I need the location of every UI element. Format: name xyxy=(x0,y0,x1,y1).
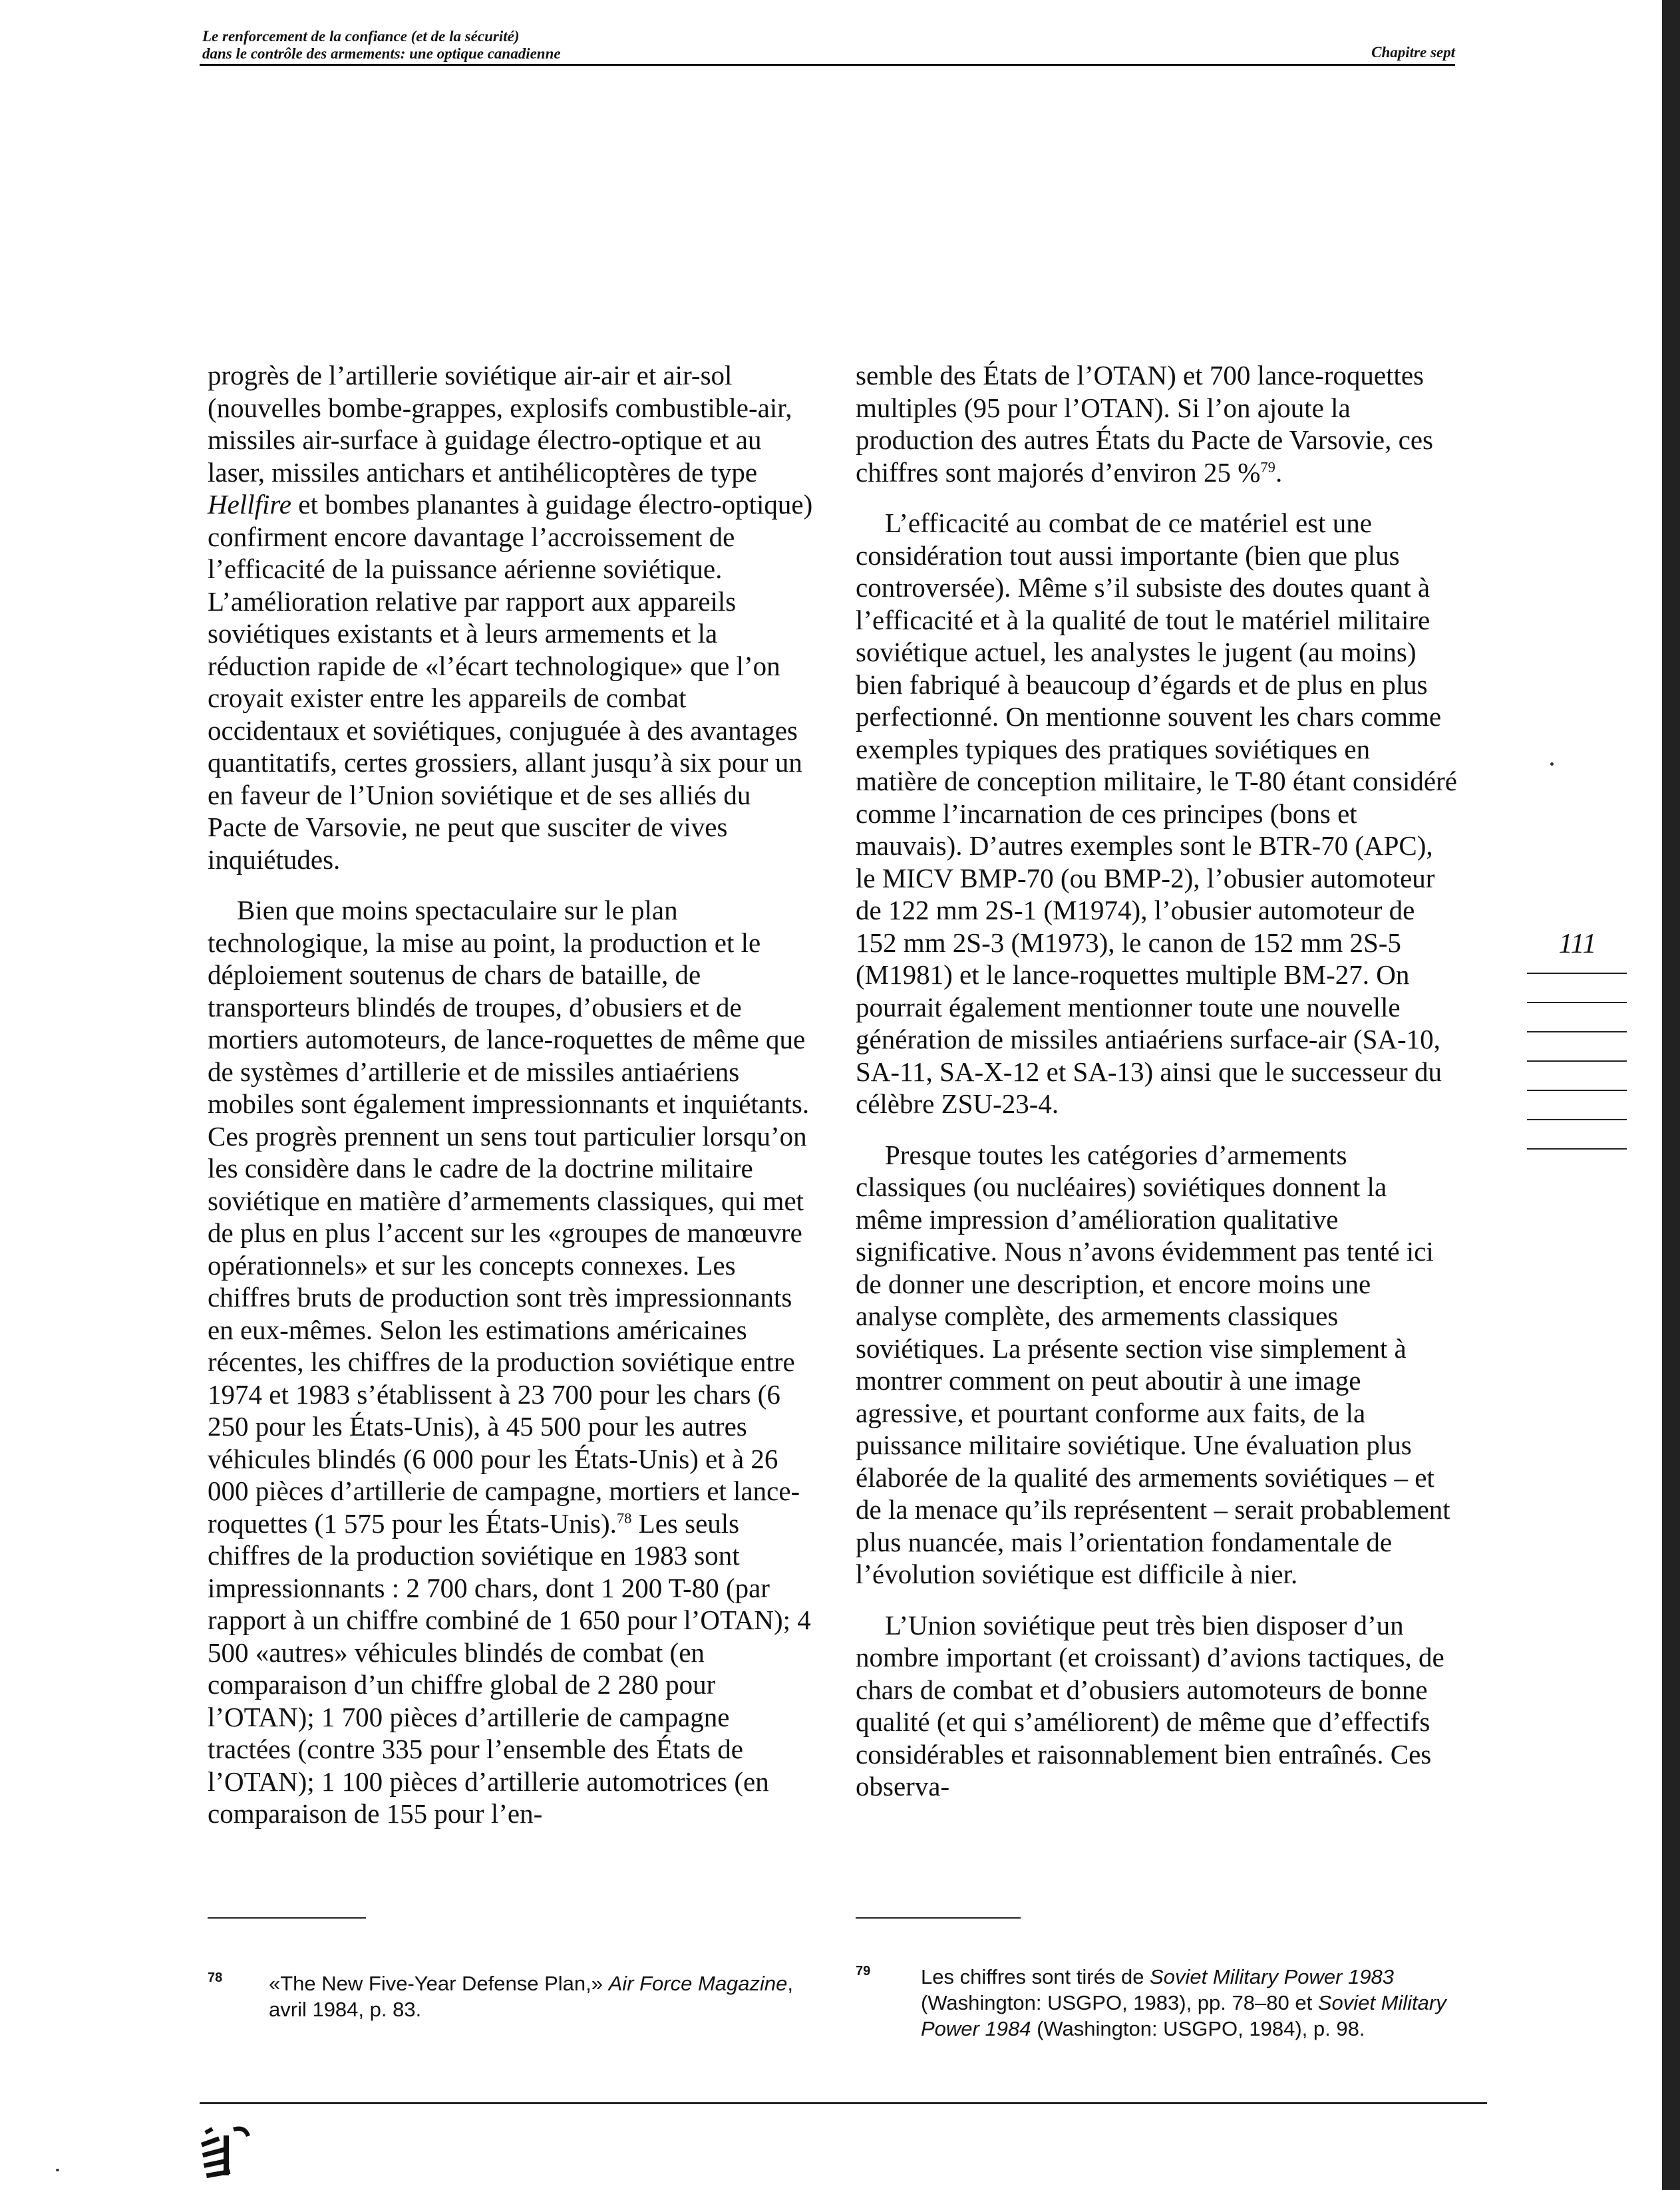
right-paragraph-1: semble des États de l’OTAN) et 700 lance-roquettes multiples (95 pour l’OTAN). Si l’on ajoute la production des autres États du Pacte de Varsovie, ces chiffres sont majorés d’environ 25 %$^{79}$. xyxy=(856,360,1433,488)
margin-rule xyxy=(1527,1002,1627,1003)
footnote-79-number: 79 xyxy=(856,1964,871,1978)
left-paragraph-1: progrès de l’artillerie soviétique air-air et air-sol (nouvelles bombe-grappes, explosifs combustible-air, missiles air-surface à guidage électro-optique et au laser, missiles antichars et antihélicoptères de type Hellfire et bombes planantes à guidage électro-optique) confirment encore davantage l’accroissement de l’efficacité de la puissance aérienne soviétique. L’amélioration relative par rapport aux appareils soviétiques existants et à leurs armements et la réduction rapide de «l’écart technologique» que l’on croyait exister entre les appareils de combat occidentaux et soviétiques, conjuguée à des avantages quantitatifs, certes grossiers, allant jusqu’à six pour un en faveur de l’Union soviétique et de ses alliés du Pacte de Varsovie, ne peut que susciter de vives inquiétudes. xyxy=(208,360,813,875)
margin-rule xyxy=(1527,1119,1627,1120)
header-rule xyxy=(200,64,1455,66)
document-page: Le renforcement de la confiance (et de la sécurité) dans le contrôle des armements: une optique canadienne Chapitre sept progrès de l’artillerie soviétique air-air et air-sol (nouvelles bombe-grappes, explosifs combustible-air, missiles air-surface à guidage électro-optique et au laser, missiles antichars et antihélicoptères de type Hellfire et bombes planantes à guidage électro-optique) confirment encore davantage l’accroissement de l’efficacité de la puissance aérienne soviétique. L’amélioration relative par rapport aux appareils soviétiques existants et à leurs armements et la réduction rapide de «l’écart technologique» que l’on croyait exister entre les appareils de combat occidentaux et soviétiques, conjuguée à des avantages quantitatifs, certes grossiers, allant jusqu’à six pour un en faveur de l’Union soviétique et de ses alliés du Pacte de Varsovie, ne peut que susciter de vives inquiétudes. Bien que moins spectaculaire sur le plan technologique, la mise au point, la production et le déploiement soutenus de chars de bataille, de transporteurs blindés de troupes, d’obusiers et de mortiers automoteurs, de lance-roquettes de même que de systèmes d’artillerie et de missiles antiaériens mobiles sont également impressionnants et inquiétants. Ces progrès prennent un sens tout particulier lorsqu’on les considère dans le cadre de la doctrine militaire soviétique en matière d’armements classiques, qui met de plus en plus l’accent sur les «groupes de manœuvre opérationnels» et sur les concepts connexes. Les chiffres bruts de production sont très impressionnants en eux-mêmes. Selon les estimations américaines récentes, les chiffres de la production soviétique entre 1974 et 1983 s’établissent à 23 700 pour les chars (6 250 pour les États-Unis), à 45 500 pour les autres véhicules blindés (6 000 pour les États-Unis) et à 26 000 pièces d’artillerie de campagne, mortiers et lance-roquettes (1 575 pour les États-Unis).$^{78}$ Les seuls chiffres de la production soviétique en 1983 sont impressionnants : 2 700 chars, dont 1 200 T-80 (par rapport à un chiffre combiné de 1 650 pour l’OTAN); 4 500 «autres» véhicules blindés de combat (en comparaison d’un chiffre global de 2 280 pour l’OTAN); 1 700 pièces d’artillerie de campagne tractées (contre 335 pour l’ensemble des États de l’OTAN); 1 100 pièces d’artillerie automotrices (en comparaison de 155 pour l’en- semble des États de l’OTAN) et 700 lance-roquettes multiples (95 pour l’OTAN). Si l’on ajoute la production des autres États du Pacte de Varsovie, ces chiffres sont majorés d’environ 25 %$^{79}$. L’efficacité au combat de ce matériel est une considération tout aussi importante (bien que plus controversée). Même s’il subsiste des doutes quant à l’efficacité et à la qualité de tout le matériel militaire soviétique actuel, les analystes le jugent (au moins) bien fabriqué à beaucoup d’égards et de plus en plus perfectionné. On mentionne souvent les chars comme exemples typiques des pratiques soviétiques en matière de conception militaire, le T-80 étant considéré comme l’incarnation de ces principes (bons et mauvais). D’autres exemples sont le BTR-70 (APC), le MICV BMP-70 (ou BMP-2), l’obusier automoteur de 122 mm 2S-1 (M1974), l’obusier automoteur de 152 mm 2S-3 (M1973), le canon de 152 mm 2S-5 (M1981) et le lance-roquettes multiple BM-27. On pourrait également mentionner toute une nouvelle génération de missiles antiaériens surface-air (SA-10, SA-11, SA-X-12 et SA-13) ainsi que le successeur du célèbre ZSU-23-4. Presque toutes les catégories d’armements classiques (ou nucléaires) soviétiques donnent la même impression d’amélioration qualitative significative. Nous n’avons évidemment pas tenté ici de donner une description, et encore moins une analyse complète, des armements classiques soviétiques. La présente section vise simplement à montrer comment on peut aboutir à une image agressive, et pourtant conforme aux faits, de la puissance militaire soviétique. Une évaluation plus élaborée de la qualité des armements soviétiques – et de la menace qu’ils représentent – serait probablement plus nuancée, mais l’orientation fondamentale de l’évolution soviétique est difficile à nier. L’Union soviétique peut très bien disposer d’un nombre important (et croissant) d’avions tactiques, de chars de combat et d’obusiers automoteurs de bonne qualité (et qui s’améliorent) de même que d’effectifs considérables et raisonnablement bien entraînés. Ces observa- 111 78 «The New Five-Year Defense Plan,» Air Force Magazine, avril 1984, p. 83. 79 Les chiffres sont tirés de Soviet Military Power 1983 (Washington: USGPO, 1983), pp. 78–80 et Soviet Military Power 1984 (Washington: USGPO, 1984), p. 98. xyxy=(0,0,1680,2190)
publisher-logo-icon xyxy=(200,2122,253,2183)
margin-rule xyxy=(1527,1148,1627,1150)
header-title-line-2: dans le contrôle des armements: une optique canadienne xyxy=(202,45,561,62)
left-column xyxy=(208,359,813,1830)
footnote-78-number: 78 xyxy=(208,1970,223,1985)
right-column xyxy=(856,359,1458,1803)
margin-rule xyxy=(1527,1090,1627,1091)
page-edge-shadow xyxy=(1662,0,1680,2190)
right-paragraph-4: L’Union soviétique peut très bien disposer d’un nombre important (et croissant) d’avions tactiques, de chars de combat et d’obusiers automoteurs de bonne qualité (et qui s’améliorent) de même que d’effectifs considérables et raisonnablement bien entraînés. Ces observa- xyxy=(856,1609,1444,1801)
scan-speck xyxy=(1550,762,1554,766)
margin-rule xyxy=(1527,1060,1627,1062)
running-header-title xyxy=(202,28,1067,63)
right-paragraph-2: L’efficacité au combat de ce matériel est une considération tout aussi importante (bien que plus controversée). Même s’il subsiste des doutes quant à l’efficacité et à la qualité de tout le matériel militaire soviétique actuel, les analystes le jugent (au moins) bien fabriqué à beaucoup d’égards et de plus en plus perfectionné. On mentionne souvent les chars comme exemples typiques des pratiques soviétiques en matière de conception militaire, le T-80 étant considéré comme l’incarnation de ces principes (bons et mauvais). D’autres exemples sont le BTR-70 (APC), le MICV BMP-70 (ou BMP-2), l’obusier automoteur de 122 mm 2S-1 (M1974), l’obusier automoteur de 152 mm 2S-3 (M1973), le canon de 152 mm 2S-5 (M1981) et le lance-roquettes multiple BM-27. On pourrait également mentionner toute une nouvelle génération de missiles antiaériens surface-air (SA-10, SA-11, SA-X-12 et SA-13) ainsi que le successeur du célèbre ZSU-23-4. xyxy=(856,508,1457,1119)
scan-speck xyxy=(56,2169,59,2171)
bottom-rule xyxy=(200,2102,1487,2104)
footnote-ref-78: 78 xyxy=(616,1509,632,1526)
header-title-line-1: Le renforcement de la confiance (et de la sécurité) xyxy=(202,28,520,45)
margin-rule xyxy=(1527,1031,1627,1032)
page-number: 111 xyxy=(1558,929,1597,959)
footnote-ref-79: 79 xyxy=(1260,458,1275,475)
italic-hellfire: Hellfire xyxy=(208,489,292,520)
footnote-rule-right xyxy=(856,1917,1021,1919)
margin-rule xyxy=(1527,973,1627,974)
running-header-chapter: Chapitre sept xyxy=(1371,44,1455,61)
left-paragraph-2: Bien que moins spectaculaire sur le plan technologique, la mise au point, la production et le déploiement soutenus de chars de bataille, de transporteurs blindés de troupes, d’obusiers et de mortiers automoteurs, de lance-roquettes de même que de systèmes d’artillerie et de missiles antiaériens mobiles sont également impressionnants et inquiétants. Ces progrès prennent un sens tout particulier lorsqu’on les considère dans le cadre de la doctrine militaire soviétique en matière d’armements classiques, qui met de plus en plus l’accent sur les «groupes de manœuvre opérationnels» et sur les concepts connexes. Les chiffres bruts de production sont très impressionnants en eux-mêmes. Selon les estimations américaines récentes, les chiffres de la production soviétique entre 1974 et 1983 s’établissent à 23 700 pour les chars (6 250 pour les États-Unis), à 45 500 pour les autres véhicules blindés (6 000 pour les États-Unis) et à 26 000 pièces d’artillerie de campagne, mortiers et lance-roquettes (1 575 pour les États-Unis).$^{78}$ Les seuls chiffres de la production soviétique en 1983 sont impressionnants : 2 700 chars, dont 1 200 T-80 (par rapport à un chiffre combiné de 1 650 pour l’OTAN); 4 500 «autres» véhicules blindés de combat (en comparaison d’un chiffre global de 2 280 pour l’OTAN); 1 700 pièces d’artillerie de campagne tractées (contre 335 pour l’ensemble des États de l’OTAN); 1 100 pièces d’artillerie automotrices (en comparaison de 155 pour l’en- xyxy=(208,895,811,1829)
right-paragraph-3: Presque toutes les catégories d’armements classiques (ou nucléaires) soviétiques donnent la même impression d’amélioration qualitative significative. Nous n’avons évidemment pas tenté ici de donner une description, et encore moins une analyse complète, des armements classiques soviétiques. La présente section vise simplement à montrer comment on peut aboutir à une image agressive, et pourtant conforme aux faits, de la puissance militaire soviétique. Une évaluation plus élaborée de la qualité des armements soviétiques – et de la menace qu’ils représentent – serait probablement plus nuancée, mais l’orientation fondamentale de l’évolution soviétique est difficile à nier. xyxy=(856,1139,1450,1589)
footnote-rule-left xyxy=(208,1917,366,1919)
